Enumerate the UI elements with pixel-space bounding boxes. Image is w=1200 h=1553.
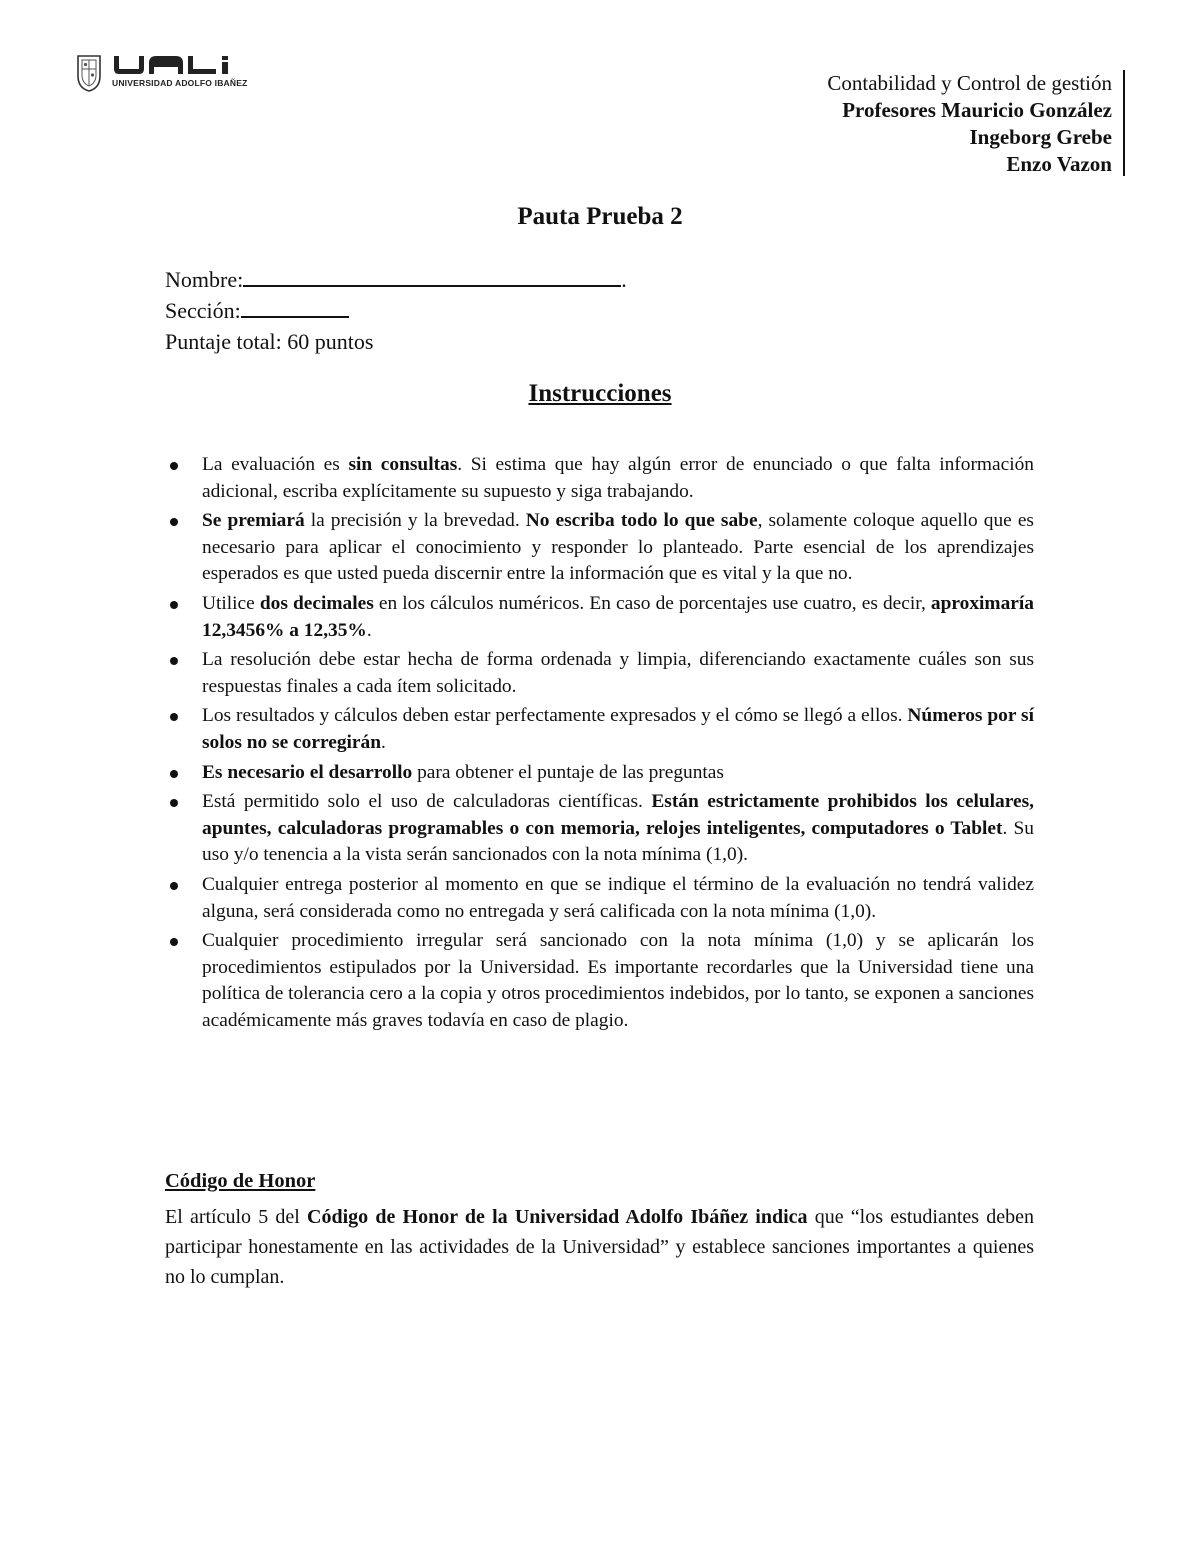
bold-text: No escriba todo lo que sabe <box>525 510 758 532</box>
seccion-row <box>165 295 627 326</box>
text-run: . <box>366 619 372 641</box>
instructions-heading: Instrucciones <box>528 380 672 407</box>
seccion-label: Sección: <box>165 298 241 323</box>
bold-text: Se premiará <box>202 510 305 532</box>
university-name: UNIVERSIDAD ADOLFO IBAÑEZ <box>112 78 248 88</box>
text-run: que “los estudiantes deben participar honestamente en las actividades de la Universidad” y establece sanciones importantes a quienes no lo cumplan. <box>165 1206 1034 1288</box>
bold-text: Están estrictamente prohibidos los celulares, apuntes, calculadoras programables o con memoria, relojes inteligentes, computadores o Tablet <box>202 791 1034 839</box>
nombre-row <box>165 264 627 295</box>
text-run: en los cálculos numéricos. En caso de porcentajes use cuatro, es decir, <box>373 592 931 614</box>
university-logo <box>76 52 246 96</box>
instruction-item <box>165 508 1034 588</box>
text-run: . Su uso y/o tenencia a la vista serán sancionados con la nota mínima (1,0). <box>202 817 1034 866</box>
instruction-item <box>165 703 1034 756</box>
text-run: , solamente coloque aquello que es necesario para aplicar el conocimiento y responder lo planteado. Parte esencial de los aprendizajes esperados es que usted pueda discernir entre la información que es vital y la que no. <box>202 510 1034 585</box>
bold-text: Es necesario el desarrollo <box>202 761 413 783</box>
uai-wordmark-icon <box>112 54 246 76</box>
course-header <box>827 70 1112 178</box>
text-run: Utilice <box>202 592 260 614</box>
bullet-icon <box>170 799 178 807</box>
honor-code-paragraph <box>165 1202 1034 1292</box>
instruction-item <box>165 591 1034 644</box>
nombre-end: . <box>621 267 627 292</box>
text-run: la precisión y la brevedad. <box>304 510 526 532</box>
bullet-icon <box>170 882 178 890</box>
student-fields <box>165 264 627 357</box>
puntaje-total: Puntaje total: 60 puntos <box>165 329 374 354</box>
bullet-icon <box>170 657 178 665</box>
page-title: Pauta Prueba 2 <box>517 203 683 230</box>
text-run: . Si estima que hay algún error de enunciado o que falta información adicional, escriba explícitamente su supuesto y siga trabajando. <box>202 454 1034 502</box>
professor-name: Ingeborg Grebe <box>969 125 1112 149</box>
text-run: Cualquier entrega posterior al momento en que se indique el término de la evaluación no tendrá validez alguna, será considerada como no entregada y será calificada con la nota mínima (1,0). <box>202 873 1034 922</box>
text-run: . <box>381 731 386 753</box>
instruction-item <box>165 760 1034 787</box>
instruction-item <box>165 928 1034 1034</box>
professors-line: Profesores Mauricio González <box>842 98 1112 122</box>
text-run: para obtener el puntaje de las preguntas <box>412 761 724 783</box>
bullet-icon <box>170 462 178 470</box>
instruction-item <box>165 647 1034 700</box>
instruction-item <box>165 872 1034 925</box>
bold-text: aproximaría 12,3456% a 12,35% <box>202 592 1034 641</box>
bullet-icon <box>170 713 178 721</box>
bold-text: sin consultas <box>348 454 458 475</box>
professor-name: Enzo Vazon <box>1006 152 1112 176</box>
nombre-blank-line[interactable] <box>243 265 621 287</box>
text-run: Está permitido solo el uso de calculadoras científicas. <box>202 791 652 813</box>
bullet-icon <box>170 518 178 526</box>
bold-text: Código de Honor de la Universidad Adolfo Ibáñez indica <box>307 1206 808 1228</box>
instruction-item <box>165 789 1034 869</box>
bold-text: dos decimales <box>259 592 374 614</box>
bold-text: Números por sí solos no se corregirán <box>202 705 1034 753</box>
course-name: Contabilidad y Control de gestión <box>827 71 1112 95</box>
seccion-blank-line[interactable] <box>241 296 349 318</box>
bullet-icon <box>170 601 178 609</box>
bullet-icon <box>170 770 178 778</box>
bullet-icon <box>170 938 178 946</box>
header-divider <box>1123 70 1125 176</box>
instructions-list <box>165 452 1034 1037</box>
text-run: Los resultados y cálculos deben estar perfectamente expresados y el cómo se llegó a ellos. <box>202 705 908 727</box>
university-crest-icon <box>76 54 102 92</box>
text-run: La evaluación es <box>202 454 349 475</box>
text-run: El artículo 5 del <box>165 1206 308 1228</box>
text-run: La resolución debe estar hecha de forma ordenada y limpia, diferenciando exactamente cuáles son sus respuestas finales a cada ítem solicitado. <box>202 649 1034 697</box>
instruction-item <box>165 452 1034 505</box>
nombre-label: Nombre: <box>165 267 244 292</box>
text-run: Cualquier procedimiento irregular será sancionado con la nota mínima (1,0) y se aplicarán los procedimientos estipulados por la Universidad. Es importante recordarles que la Universidad tiene una política de tolerancia cero a la copia y otros procedimientos indebidos, por lo tanto, se exponen a sanciones académicamente más graves todavía en caso de plagio. <box>202 930 1034 1031</box>
honor-code-heading: Código de Honor <box>165 1170 316 1192</box>
